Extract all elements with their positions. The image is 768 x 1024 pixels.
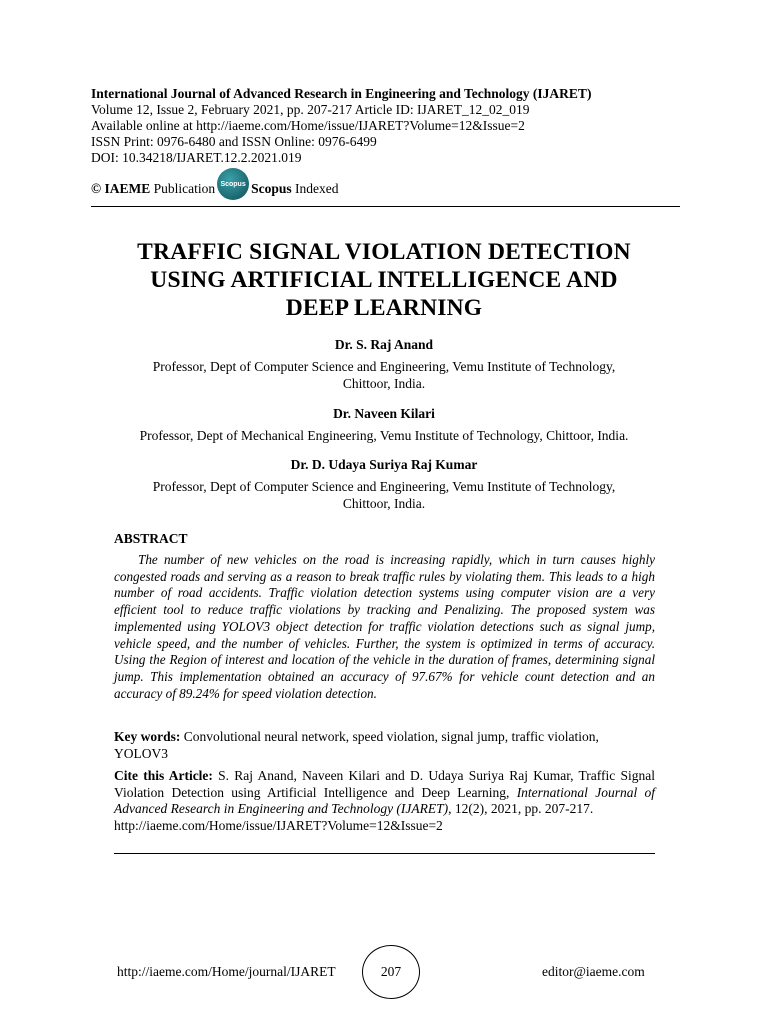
affiliation-line-1: Professor, Dept of Computer Science and Engineering, Vemu Institute of Technology, bbox=[152, 479, 616, 494]
publication-word: Publication bbox=[153, 181, 216, 196]
cite-paragraph: Cite this Article: S. Raj Anand, Naveen Kilari and D. Udaya Suriya Raj Kumar, Traffic Signal Violation Detection using Artificial Intelligence and Deep Learning, International Journal of Advanced Research in Engineering and Technology (IJARET), 12(2), 2021, pp. 207-217. http://iaeme.com/Home/issue/IJARET?Volume=12&Issue=2 bbox=[114, 768, 656, 833]
cite-label: Cite this Article: bbox=[114, 768, 213, 783]
author-block-2 bbox=[84, 405, 684, 444]
abstract-text: The number of new vehicles on the road is increasing rapidly, which in turn causes highly congested roads and serving as a reason to break traffic rules by violating them. This leads to a high number of road accidents. Traffic violation detection systems using computer vision are a very efficient tool to reduce traffic violations by tracking and Penalizing. The proposed system was implemented using YOLOV3 object detection for traffic violation detections such as signal jump, vehicle speed, and the number of vehicles. Further, the system is optimized in terms of accuracy. Using the Region of interest and location of the vehicle in the duration of frames, determining signal jump. This implementation obtained an accuracy of 97.67% for vehicle count detection and an accuracy of 89.24% for speed violation detection. bbox=[114, 552, 655, 701]
doi-line: DOI: 10.34218/IJARET.12.2.2021.019 bbox=[91, 150, 302, 165]
title-line-2: USING ARTIFICIAL INTELLIGENCE AND bbox=[150, 267, 618, 293]
author-affiliation bbox=[84, 478, 684, 512]
author-block-3 bbox=[84, 456, 684, 512]
abstract-heading: ABSTRACT bbox=[114, 531, 188, 546]
scopus-logo-icon bbox=[217, 168, 249, 200]
issn-line: ISSN Print: 0976-6480 and ISSN Online: 0976-6499 bbox=[91, 134, 377, 149]
keywords-label: Key words: bbox=[114, 729, 181, 744]
scopus-word: Scopus bbox=[251, 181, 292, 196]
author-affiliation bbox=[84, 358, 684, 392]
author-name: Dr. D. Udaya Suriya Raj Kumar bbox=[290, 457, 478, 472]
available-online-line: Available online at http://iaeme.com/Home/issue/IJARET?Volume=12&Issue=2 bbox=[91, 118, 525, 133]
author-block-1 bbox=[84, 336, 684, 392]
cite-details: 12(2), 2021, pp. 207-217. bbox=[454, 801, 594, 816]
cite-text: S. Raj Anand, Naveen Kilari and D. Udaya Suriya Raj Kumar, Traffic Signal Violation Detection using Artificial Intelligence and Deep Learning, bbox=[114, 768, 656, 800]
affiliation-line-2: Chittoor, India. bbox=[342, 496, 426, 511]
copyright-text: © IAEME bbox=[91, 181, 151, 196]
indexed-word: Indexed bbox=[295, 181, 339, 196]
keywords-paragraph bbox=[114, 728, 655, 762]
paper-title bbox=[84, 238, 684, 322]
author-affiliation bbox=[84, 427, 684, 444]
journal-name: International Journal of Advanced Research in Engineering and Technology (IJARET) bbox=[91, 86, 592, 101]
author-name: Dr. S. Raj Anand bbox=[334, 337, 434, 352]
footer-journal-link[interactable]: http://iaeme.com/Home/journal/IJARET bbox=[117, 964, 336, 979]
volume-line: Volume 12, Issue 2, February 2021, pp. 207-217 Article ID: IJARET_12_02_019 bbox=[91, 102, 530, 117]
author-name: Dr. Naveen Kilari bbox=[333, 406, 435, 421]
page-number bbox=[362, 945, 420, 999]
title-line-1: TRAFFIC SIGNAL VIOLATION DETECTION bbox=[137, 239, 631, 265]
journal-header bbox=[91, 86, 691, 166]
footer-email-link[interactable]: editor@iaeme.com bbox=[542, 964, 645, 979]
cite-url-link[interactable]: http://iaeme.com/Home/issue/IJARET?Volume=12&Issue=2 bbox=[114, 817, 443, 833]
abstract-divider bbox=[114, 853, 655, 854]
header-divider bbox=[91, 206, 680, 207]
scopus-badge-text: Scopus bbox=[220, 180, 246, 188]
publication-row bbox=[91, 176, 338, 202]
keywords-text: Convolutional neural network, speed violation, signal jump, traffic violation, YOLOV3 bbox=[114, 729, 599, 761]
title-line-3: DEEP LEARNING bbox=[285, 295, 483, 321]
affiliation-line-2: Chittoor, India. bbox=[342, 376, 426, 391]
affiliation-line-1: Professor, Dept of Computer Science and Engineering, Vemu Institute of Technology, bbox=[152, 359, 616, 374]
cite-journal: International Journal of Advanced Research in Engineering and Technology (IJARET) bbox=[114, 784, 655, 816]
page-number-text: 207 bbox=[380, 964, 402, 979]
affiliation-line-1: Professor, Dept of Mechanical Engineering, Vemu Institute of Technology, Chittoor, India. bbox=[139, 428, 629, 443]
